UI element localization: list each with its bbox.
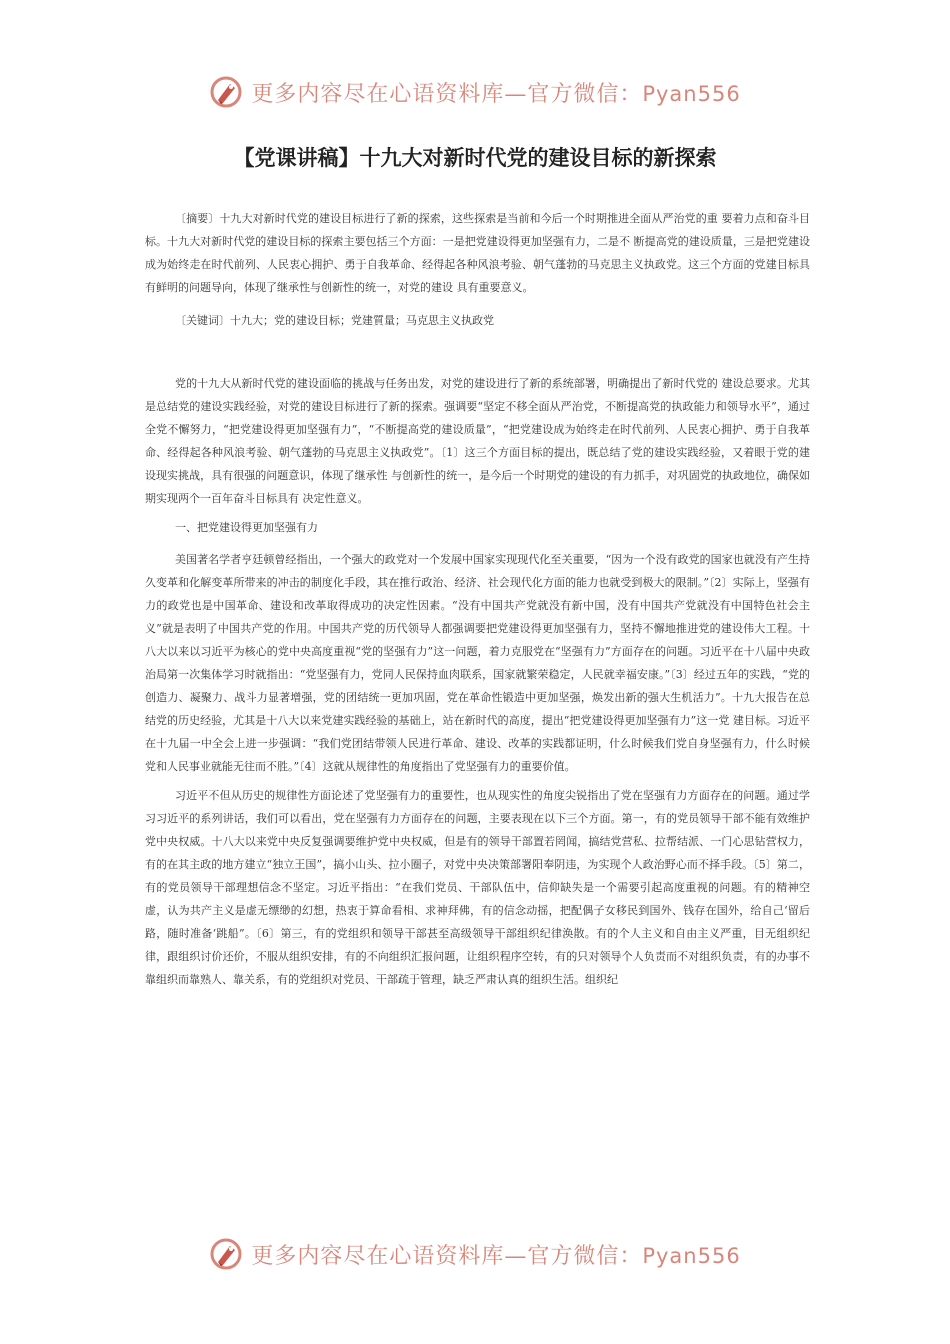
abstract: 〔摘要〕十九大对新时代党的建设目标进行了新的探索，这些探索是当前和今后一个时期推进全面从严治党的重 要着力点和奋斗目标。十九大对新时代党的建设目标的探索主要包括三个方面：一是把党建设得更加坚强有力，二是不 断提高党的建设质量，三是把党建设成为始终走在时代前列、人民衷心拥护、勇于自我革命、经得起各种风浪考验、朝气蓬勃的马克思主义执政党。这三个方面的党建目标具有鲜明的问题导向，体现了继承性与创新性的统一，对党的建设 具有重要意义。 bbox=[145, 212, 810, 294]
wechat-id: Pyan556 bbox=[642, 81, 741, 106]
document-title: 【党课讲稿】十九大对新时代党的建设目标的新探索 bbox=[233, 146, 717, 170]
intro-paragraph: 党的十九大从新时代党的建设面临的挑战与任务出发，对党的建设进行了新的系统部署，明确提出了新时代党的 建设总要求。尤其是总结党的建设实践经验，对党的建设目标进行了新的探索。强调要“坚定不移全面从严治党，不断提高党的执政能力和领导水平”，通过全党不懈努力，“把党建设得更加坚强有力”，“不断提高党的建设质量”，“把党建设成为始终走在时代前列、人民衷心拥护、勇于自我革命、经得起各种风浪考验、朝气蓬勃的马克思主义执政党”。〔1〕这三个方面目标的提出，既总结了党的建设实践经验，又着眼于党的建设现实挑战，具有很强的问题意识，体现了继承性 与创新性的统一，是今后一个时期党的建设的有力抓手，对巩固党的执政地位，确保如期实现两个一百年奋斗目标具有 决定性意义。 bbox=[145, 377, 810, 505]
body-paragraph-2: 习近平不但从历史的规律性方面论述了党坚强有力的重要性，也从现实性的角度尖锐指出了党在坚强有力方面存在的问题。通过学习习近平的系列讲话，我们可以看出，党在坚强有力方面存在的问题，主要表现在以下三个方面。第一，有的党员领导干部不能有效维护党中央权威。十八大以来党中央反复强调要维护党中央权威，但是有的领导干部置若罔闻，搞结党营私、拉帮结派、一门心思钻营权力，有的在其主政的地方建立“独立王国”，搞小山头、拉小圈子，对党中央决策部署阳奉阴违，为实现个人政治野心而不择手段。〔5〕第二，有的党员领导干部理想信念不坚定。习近平指出：“在我们党员、干部队伍中，信仰缺失是一个需要引起高度重视的问题。有的精神空虚，认为共产主义是虚无缥缈的幻想，热衷于算命看相、求神拜佛，有的信念动摇，把配偶子女移民到国外、钱存在国外，给自己‘留后路，随时准备‘跳船”。〔6〕第三，有的党组织和领导干部甚至高级领导干部组织纪律涣散。有的个人主义和自由主义严重，目无组织纪律，跟组织讨价还价，不服从组织安排，有的不向组织汇报问题，让组织程序空转，有的只对领导个人负责而不对组织负责，有的办事不靠组织而靠熟人、靠关系，有的党组织对党员、干部疏于管理，缺乏严肃认真的组织生活。组织纪 bbox=[145, 789, 810, 986]
footer-banner bbox=[0, 1232, 950, 1276]
pen-nib-icon bbox=[209, 75, 243, 109]
wechat-id: Pyan556 bbox=[642, 1243, 741, 1268]
document-body bbox=[145, 207, 810, 997]
header-banner bbox=[0, 70, 950, 114]
body-paragraph-1: 美国著名学者亨廷顿曾经指出，一个强大的政党对一个发展中国家实现现代化至关重要，“因为一个没有政党的国家也就没有产生持久变革和化解变革所带来的冲击的制度化手段，其在推行政治、经济、社会现代化方面的能力也就受到极大的限制。”〔2〕实际上，坚强有力的政党也是中国革命、建设和改革取得成功的决定性因素。“没有中国共产党就没有新中国，没有中国共产党就没有中国特色社会主义”就是表明了中国共产党的作用。中国共产党的历代领导人都强调要把党建设得更加坚强有力，坚持不懈地推进党的建设伟大工程。十八大以来以习近平为核心的党中央高度重视“党的坚强有力”这一问题，着力克服党在“坚强有力”方面存在的问题。习近平在十八届中央政治局第一次集体学习时就指出：“党坚强有力，党同人民保持血肉联系，国家就繁荣稳定，人民就幸福安康。”〔3〕经过五年的实践，“党的创造力、凝聚力、战斗力显著增强，党的团结统一更加巩固，党在革命性锻造中更加坚强，焕发出新的强大生机活力”。十九大报告在总结党的历史经验，尤其是十八大以来党建实践经验的基础上，站在新时代的高度，提出“把党建设得更加坚强有力”这一党 建目标。习近平在十九届一中全会上进一步强调：“我们党团结带领人民进行革命、建设、改革的实践都证明，什么时候我们党自身坚强有力，什么时候党和人民事业就能无往而不胜。”〔4〕这就从规律性的角度指出了党坚强有力的重要价值。 bbox=[145, 553, 810, 773]
pen-nib-icon bbox=[209, 1237, 243, 1271]
keywords: 〔关键词〕十九大；党的建设目标；党建質量；马克思主义执政党 bbox=[175, 314, 494, 327]
banner-text: 更多内容尽在心语资料库—官方微信：Pyan556 bbox=[251, 81, 741, 107]
banner-text: 更多内容尽在心语资料库—官方微信：Pyan556 bbox=[251, 1243, 741, 1269]
section-heading: 一、把党建设得更加坚强有力 bbox=[175, 521, 318, 534]
